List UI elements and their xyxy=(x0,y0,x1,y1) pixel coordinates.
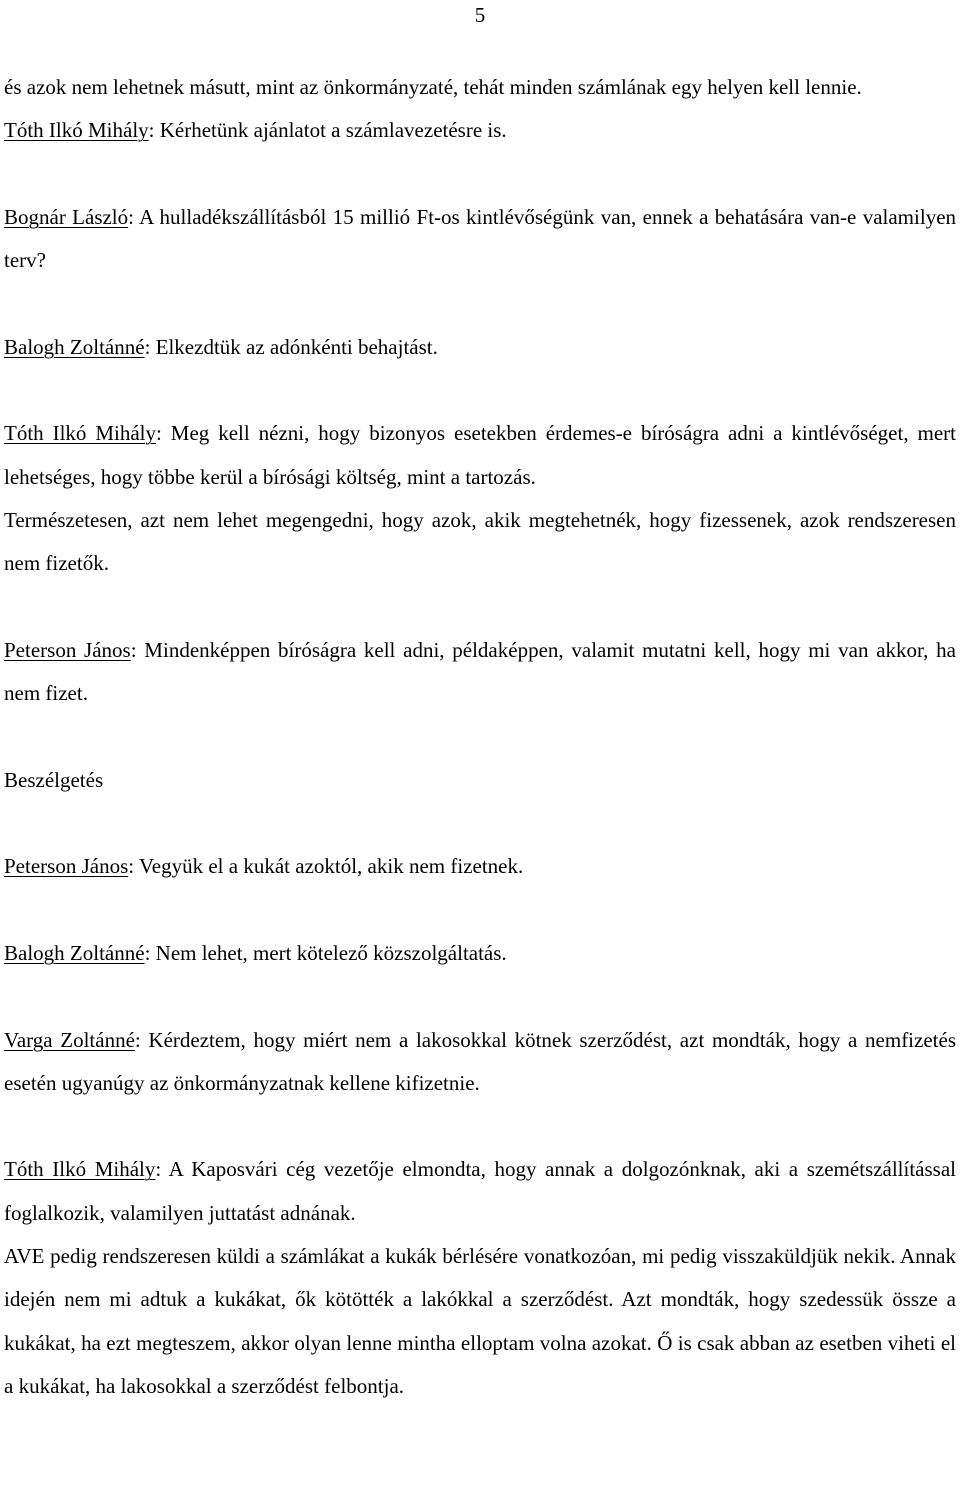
speaker-name: Varga Zoltánné xyxy=(4,1027,135,1052)
paragraph-text: és azok nem lehetnek másutt, mint az önkormányzaté, tehát minden számlának egy helyen kell lennie. xyxy=(4,75,862,99)
speech-paragraph xyxy=(4,1019,956,1106)
document-body xyxy=(4,66,956,1408)
speaker-name: Tóth Ilkó Mihály xyxy=(4,118,149,143)
speaker-name: Peterson János xyxy=(4,854,129,879)
speech-text: : A Kaposvári cég vezetője elmondta, hogy annak a dolgozónknak, aki a szemétszállítással foglalkozik, valamilyen juttatást adnának. xyxy=(4,1157,956,1225)
speech-text: : Kérdeztem, hogy miért nem a lakosokkal kötnek szerződést, azt mondták, hogy a nemfizetés esetén ugyanúgy az önkormányzatnak kellene kifizetnie. xyxy=(4,1027,956,1095)
speech-paragraph xyxy=(4,932,956,975)
note-text: Beszélgetés xyxy=(4,767,104,792)
paragraph-gap xyxy=(4,1105,956,1148)
paragraph-gap xyxy=(4,369,956,412)
speech-text: : Meg kell nézni, hogy bizonyos esetekben érdemes-e bíróságra adni a kintlévőséget, mert lehetséges, hogy többe kerül a bírósági költség, mint a tartozás. xyxy=(4,421,956,489)
speech-text: : A hulladékszállításból 15 millió Ft-os kintlévőségünk van, ennek a behatására van-e valamilyen terv? xyxy=(4,204,957,273)
speech-text: : Mindenképpen bíróságra kell adni, példaképpen, valamit mutatni kell, hogy mi van akkor, ha nem fizet. xyxy=(4,637,956,706)
speaker-name: Bognár László xyxy=(4,204,129,229)
paragraph-gap xyxy=(4,889,956,932)
speaker-name: Balogh Zoltánné xyxy=(4,940,145,965)
speech-text: : Elkezdtük az adónkénti behajtást. xyxy=(144,334,438,359)
paragraph-continuation xyxy=(4,66,956,109)
paragraph-continuation xyxy=(4,499,956,586)
paragraph-text: AVE pedig rendszeresen küldi a számlákat a kukák bérlésére vonatkozóan, mi pedig visszaküldjük nekik. Annak idején nem mi adtuk a kukákat, ők kötötték a lakókkal a szerződést. Azt mondták, hogy szedessük össze a kukákat, ha ezt megteszem, akkor olyan lenne mintha elloptam volna azokat. Ő is csak abban az esetben viheti el a kukákat, ha lakosokkal a szerződést felbontja. xyxy=(4,1244,956,1398)
speech-text: : Nem lehet, mert kötelező közszolgáltatás. xyxy=(144,940,507,965)
paragraph-gap xyxy=(4,282,956,325)
speech-paragraph xyxy=(4,326,956,369)
speaker-name: Peterson János xyxy=(4,637,131,662)
paragraph-text: Természetesen, azt nem lehet megengedni, hogy azok, akik megtehetnék, hogy fizessenek, azok rendszeresen nem fizetők. xyxy=(4,507,956,576)
paragraph-gap xyxy=(4,586,956,629)
speech-paragraph xyxy=(4,109,956,152)
speech-paragraph xyxy=(4,412,956,499)
speaker-name: Tóth Ilkó Mihály xyxy=(4,1157,156,1182)
speech-paragraph xyxy=(4,196,956,283)
speech-paragraph xyxy=(4,1148,956,1235)
paragraph-gap xyxy=(4,715,956,758)
section-note xyxy=(4,759,956,802)
speech-paragraph xyxy=(4,629,956,716)
paragraph-gap xyxy=(4,802,956,845)
speech-text: : Vegyük el a kukát azoktól, akik nem fizetnek. xyxy=(128,854,524,879)
speech-text: : Kérhetünk ajánlatot a számlavezetésre is. xyxy=(148,118,507,143)
paragraph-gap xyxy=(4,153,956,196)
paragraph-continuation xyxy=(4,1235,956,1408)
paragraph-gap xyxy=(4,975,956,1018)
speech-paragraph xyxy=(4,845,956,888)
page-number: 5 xyxy=(474,3,486,27)
speaker-name: Balogh Zoltánné xyxy=(4,334,145,359)
speaker-name: Tóth Ilkó Mihály xyxy=(4,421,157,446)
